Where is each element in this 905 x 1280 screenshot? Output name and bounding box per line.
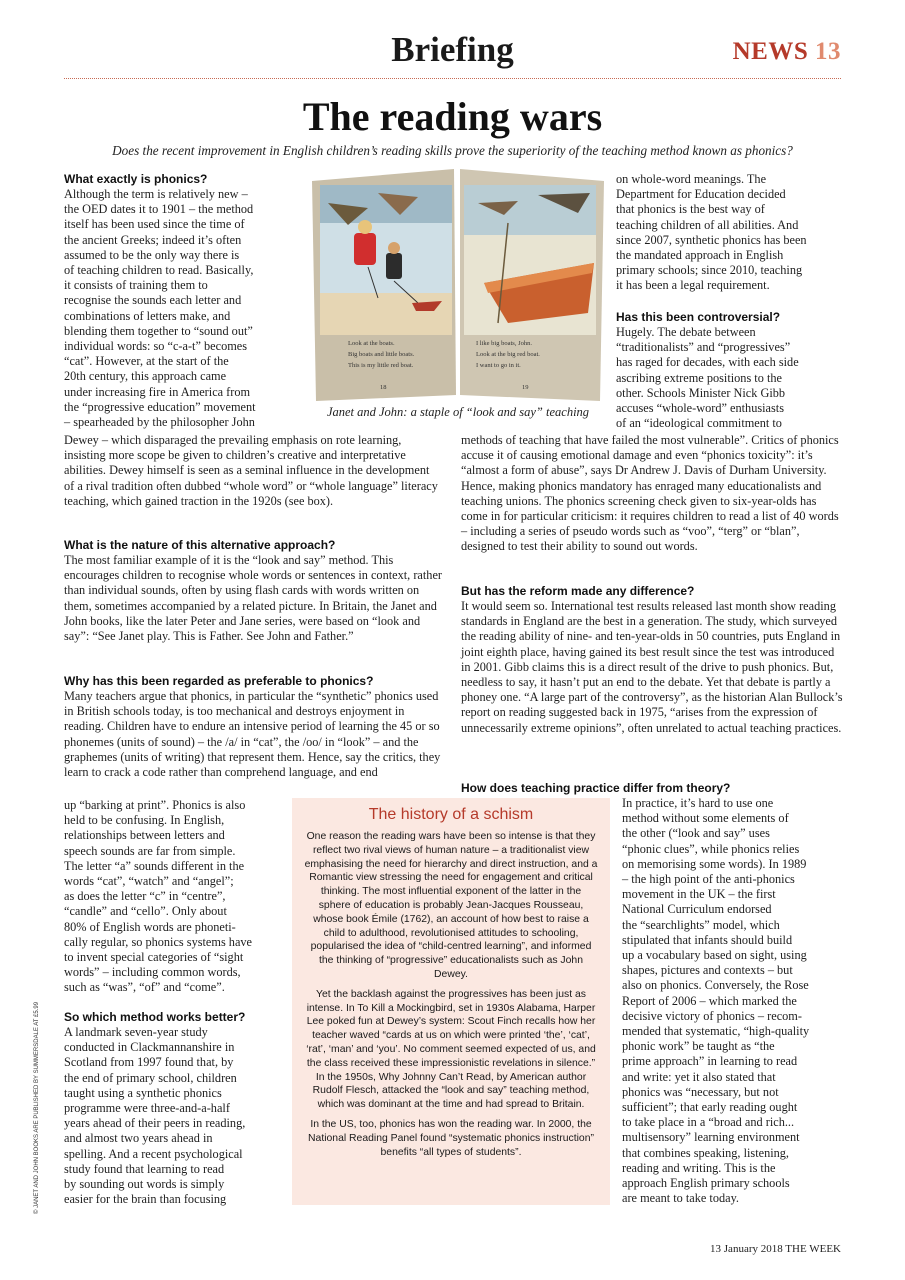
text-line: on memorising some words). In 1989	[622, 856, 807, 871]
article-headline: The reading wars	[302, 94, 603, 139]
s1-lines	[64, 187, 304, 430]
text-line: approach English primary schools	[622, 1176, 790, 1191]
s5-continuation: methods of teaching that have failed the most vulnerable”. Critics of phonics accuse it of causing emotional damage and even “phonics toxicity”: it’s “almost a form of abuse”, says Dr Andrew J. Davis of Durham University. Hence, making phonics mandatory has enraged many educationalists and teaching unions. The phonics screening check given to six-year-olds has come in for particular criticism: it requires children to read a list of 40 words – including a series of pseudo words such as “voo”, “terg” or “blan”, designed to test their ability to sound out words.	[461, 433, 839, 554]
text-line: reading and writing. This is the	[622, 1160, 776, 1175]
text-line: 80% of English words are phoneti-	[64, 919, 236, 934]
text-line: Department for Education decided	[616, 187, 786, 202]
book-page-number-left: 18	[380, 384, 387, 391]
text-line: Although the term is relatively new –	[64, 187, 248, 201]
section-controversial	[616, 310, 844, 431]
section-made-difference	[461, 584, 844, 736]
s4-lines	[64, 1025, 286, 1207]
text-line: held to be confusing. In English,	[64, 813, 225, 828]
history-sidebar	[292, 798, 610, 1205]
text-line: primary schools; since 2010, teaching	[616, 263, 803, 278]
text-line: combinations of letters make, and	[64, 308, 231, 323]
book-text-right-1: I like big boats, John.	[476, 340, 532, 347]
text-line: it consists of training them to	[64, 278, 208, 293]
text-line: as does the letter “c” in “centre”,	[64, 889, 226, 904]
subhead-made-difference: But has the reform made any difference?	[461, 584, 695, 598]
text-line: “phonic clues”, while phonics relies	[622, 841, 800, 856]
text-line: movement in the UK – the first	[622, 887, 776, 902]
text-line: the “searchlights” model, which	[622, 917, 780, 932]
s3-lines	[64, 798, 286, 996]
text-line: recognise the sounds each letter and	[64, 293, 242, 308]
text-line: the other (“look and say” uses	[622, 826, 770, 841]
text-line: National Curriculum endorsed	[622, 902, 772, 917]
section-label	[733, 38, 841, 66]
s4-continuation	[616, 172, 844, 294]
text-line: study found that learning to read	[64, 1161, 225, 1176]
text-line: to take place in a “broad and rich...	[622, 1115, 795, 1130]
text-line: decisive victory of phonics – recom-	[622, 1008, 802, 1023]
text-line: assumed to be the only way there is	[64, 247, 240, 262]
text-line: In practice, it’s hard to use one	[622, 796, 774, 810]
text-line: has raged for decades, with each side	[616, 355, 799, 370]
text-line: ascribing extreme positions to the	[616, 370, 782, 385]
subhead-why-preferable: Why has this been regarded as preferable to phonics?	[64, 674, 374, 688]
text-line: on whole-word meanings. The	[616, 172, 767, 186]
section-which-works-better	[64, 1010, 286, 1207]
text-line: the “progressive education” movement	[64, 399, 256, 414]
text-line: – the high point of the anti-phonics	[622, 872, 795, 887]
text-line: the OED dates it to 1901 – the method	[64, 202, 254, 217]
text-line: also on phonics. Conversely, the Rose	[622, 978, 809, 993]
text-line: stipulated that infants should build	[622, 932, 793, 947]
text-line: teaching children of all abilities. And	[616, 217, 799, 232]
header-divider	[64, 78, 841, 79]
text-line: 20th century, this approach came	[64, 369, 227, 384]
text-line: up “barking at print”. Phonics is also	[64, 798, 246, 812]
book-text-right-2: Look at the big red boat.	[476, 351, 540, 358]
text-line: phonics was “necessary, but not	[622, 1084, 779, 1099]
text-line: taught using a synthetic phonics	[64, 1085, 222, 1100]
text-line: “candle” and “cello”. Only about	[64, 904, 227, 919]
book-text-left-3: This is my little red boat.	[348, 362, 414, 369]
text-line: easier for the brain than focusing	[64, 1192, 227, 1207]
text-line: “cat”. However, at the start of the	[64, 354, 229, 369]
text-line: the ancient Greeks; indeed it’s often	[64, 232, 242, 247]
text-line: – spearheaded by the philosopher John	[64, 415, 255, 430]
text-line: are meant to take today.	[622, 1191, 739, 1206]
text-line: itself has been used since the time of	[64, 217, 245, 232]
girl-figure	[354, 233, 376, 265]
s3-body: Many teachers argue that phonics, in particular the “synthetic” phonics used in British schools today, is too mechanical and destroys enjoyment in reading. Children have to endure an intensive period of learning the 45 or so phonemes (units of sound) – the /a/ in “cat”, the /oo/ in “look” – and the graphemes (units of writing) that represent them. Hence, say the critics, they learn to crack a code rather than comprehend language, and end	[64, 689, 441, 780]
subhead-which-works-better: So which method works better?	[64, 1010, 246, 1024]
subhead-practice-vs-theory: How does teaching practice differ from theory?	[461, 781, 731, 795]
text-line: and write: yet it also stated that	[622, 1069, 776, 1084]
text-line: multisensory” learning environment	[622, 1130, 800, 1145]
section-name: NEWS	[732, 38, 809, 65]
text-line: Report of 2006 – which marked the	[622, 993, 797, 1008]
text-line: method without some elements of	[622, 811, 789, 826]
text-line: speech sounds are far from simple.	[64, 843, 236, 858]
sidebar-title: The history of a schism	[368, 806, 534, 823]
subhead-what-is-phonics: What exactly is phonics?	[64, 172, 208, 186]
text-line: cally regular, so phonics systems have	[64, 934, 253, 949]
text-line: prime approach” in learning to read	[622, 1054, 798, 1069]
text-line: since 2007, synthetic phonics has been	[616, 232, 807, 247]
text-line: words “cat”, “watch” and “angel”;	[64, 874, 234, 889]
text-line: up a vocabulary based on sight, using	[622, 948, 807, 963]
image-caption: Janet and John: a staple of “look and say” teaching	[326, 405, 590, 419]
text-line: spelling. And a recent psychological	[64, 1146, 243, 1161]
text-line: it has been a legal requirement.	[616, 278, 770, 293]
text-line: of an “ideological commitment to	[616, 416, 782, 431]
text-line: The letter “a” sounds different in the	[64, 858, 245, 873]
article-standfirst: Does the recent improvement in English children’s reading skills prove the superiority of the teaching method known as phonics?	[112, 143, 793, 158]
text-line: relationships between letters and	[64, 828, 225, 843]
text-line: A landmark seven-year study	[64, 1025, 208, 1039]
text-line: sufficient”; that early reading ought	[622, 1100, 798, 1115]
page-footer: 13 January 2018 THE WEEK	[710, 1243, 841, 1255]
book-illustration	[308, 163, 608, 403]
s2-body: The most familiar example of it is the “look and say” method. This encourages children to recognise whole words or sentences in context, rather than individual sounds, often by using flash cards with words written on them, sometimes accompanied by a related picture. In Britain, the Janet and John books, like the later Peter and Jane series, were based on “look and say”: “See Janet play. This is Father. See John and Father.”	[64, 553, 442, 644]
book-text-left-1: Look at the boats.	[348, 340, 395, 347]
section-alternative-approach	[64, 538, 444, 644]
page-number: 13	[815, 38, 841, 65]
subhead-alternative-approach: What is the nature of this alternative approach?	[64, 538, 336, 552]
book-text-left-2: Big boats and little boats.	[348, 351, 415, 358]
text-line: other. Schools Minister Nick Gibb	[616, 385, 786, 400]
text-line: under increasing fire in America from	[64, 384, 251, 399]
section-kicker: Briefing	[391, 30, 514, 69]
book-text-right-3: I want to go in it.	[476, 362, 521, 369]
text-line: words” – including common words,	[64, 965, 241, 980]
text-line: programme were three-and-a-half	[64, 1101, 230, 1116]
text-line: to invent special categories of “sight	[64, 950, 244, 965]
text-line: phonic work” be taught as “the	[622, 1039, 775, 1054]
s5-lines	[616, 325, 844, 431]
text-line: shapes, pictures and contexts – but	[622, 963, 793, 978]
text-line: of teaching children to read. Basically,	[64, 263, 254, 278]
text-line: accuses “whole-word” enthusiasts	[616, 401, 785, 416]
text-line: and almost two years ahead in	[64, 1131, 213, 1146]
text-line: the mandated approach in English	[616, 248, 784, 263]
text-line: conducted in Clackmannanshire in	[64, 1040, 235, 1055]
text-line: blending them together to “sound out”	[64, 323, 253, 338]
text-line: Hugely. The debate between	[616, 325, 756, 339]
text-line: Scotland from 1997 found that, by	[64, 1055, 234, 1070]
subhead-controversial: Has this been controversial?	[616, 310, 781, 324]
s1-continuation: Dewey – which disparaged the prevailing emphasis on rote learning, insisting more scope be given to children’s creative and interpretative abilities. Dewey himself is seen as a seminal influence in the development of a rival tradition often dubbed “whole word” or “whole language” literacy teaching, which gained traction in the 1920s (see box).	[64, 433, 438, 508]
sidebar-paragraph-3: In the US, too, phonics has won the reading war. In 2000, the National Reading Panel found “systematic phonics instruction” benefits “all types of students”.	[308, 1118, 594, 1158]
boy-figure	[386, 253, 402, 279]
s6-body: It would seem so. International test results released last month show reading standards in England are the best in a generation. The study, which surveyed the reading ability of nine- and ten-year-olds in 50 countries, puts England in joint eighth place, having gained its best result since the test was introduced in 2001. Gibb claims this is a direct result of the drive to push phonics. But, needless to say, it hasn’t put an end to the debate. Yet that debate is partly a phoney one. “A large part of the controversy”, as the historian Alan Bullock’s report on reading suggested back in 1975, “arises from the expression of unnecessarily extreme opinions”, often unrelated to actual teaching practices.	[461, 599, 843, 735]
text-line: the end of primary school, children	[64, 1070, 237, 1085]
section-why-preferable	[64, 674, 441, 780]
text-line: that phonics is the best way of	[616, 202, 765, 217]
text-line: such as “was”, “of” and “come”.	[64, 980, 225, 995]
sidebar-paragraph-1: One reason the reading wars have been so intense is that they reflect two rival views of human nature – a traditionalist view emphasising the need for hierarchy and direct instruction, and a Romantic view stressing the need for engagement and critical thinking. The most influential exponent of the latter in the sphere of education is probably Jean-Jacques Rousseau, whose book Émile (1762), an account of how best to raise a child to adulthood, revolutionised attitudes to schooling, popularised the idea of “child-centred learning”, and informed the thinking of “progressive” educationalists such as John Dewey.	[304, 831, 598, 980]
text-line: individual words: so “c-a-t” becomes	[64, 339, 248, 354]
janet-and-john-book-image	[308, 163, 608, 403]
text-line: years ahead of their peers in reading,	[64, 1116, 246, 1131]
book-page-number-right: 19	[522, 384, 529, 391]
text-line: by sounding out words is simply	[64, 1177, 225, 1192]
text-line: “traditionalists” and “progressives”	[616, 340, 791, 355]
image-credit: © JANET AND JOHN BOOKS ARE PUBLISHED BY SUMMERSDALE AT £5.99	[34, 1001, 40, 1214]
s7-lines	[622, 796, 846, 1206]
text-line: mended that systematic, “high-quality	[622, 1024, 810, 1039]
sidebar-paragraph-2: Yet the backlash against the progressives has been just as intense. In To Kill a Mockingbird, set in 1930s Alabama, Harper Lee poked fun at Dewey’s system: Scout Finch recalls how her teacher waved “cards at us on which were printed ‘the’, ‘cat’, ‘rat’, ‘man’ and ‘you’. No comment seemed expected of us, and the class received these impressionistic revelations in silence.” In the 1950s, Why Johnny Can’t Read, by American author Rudolf Flesch, attacked the “look and say” teaching method, which was dominant at the time and had spread to Britain.	[306, 988, 596, 1111]
section-what-is-phonics	[64, 172, 304, 430]
text-line: that combines speaking, listening,	[622, 1145, 790, 1160]
